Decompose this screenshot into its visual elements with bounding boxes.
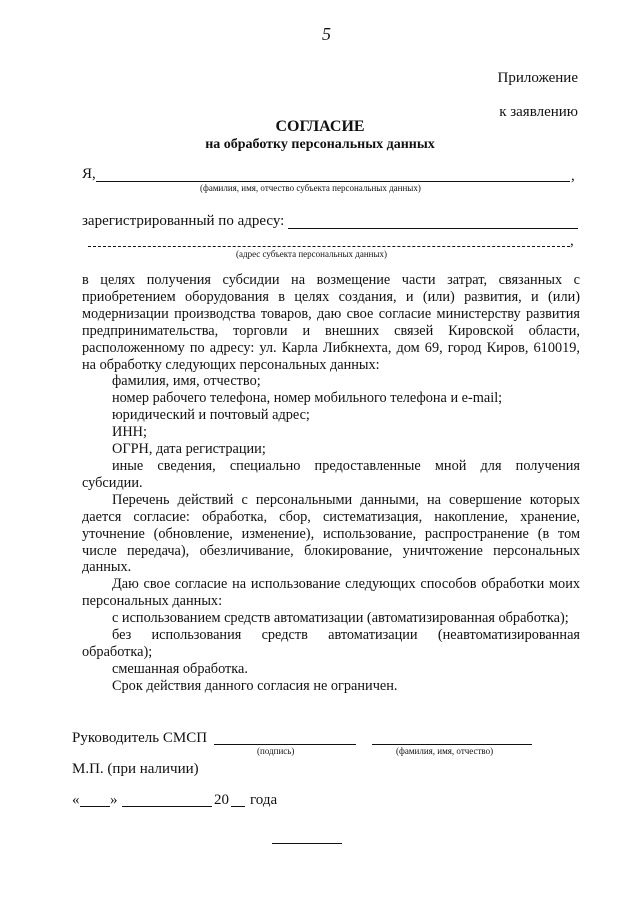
data-item: ИНН; (112, 424, 147, 441)
appendix-reference: к заявлению (499, 104, 578, 120)
actions-paragraph: Перечень действий с персональными данными, на совершение которых дается согласие: обработка, сбор, систематизация, накопление, хранение, уточнение (обновление, изменение), использование, распространение (в том числе передача), обезличивание, блокирование, уничтожение персональных данных. (82, 491, 580, 576)
document-subtitle: на обработку персональных данных (205, 137, 435, 152)
date-close-quote: » (110, 792, 118, 808)
date-month-line[interactable] (122, 806, 212, 807)
signature-caption: (подпись) (257, 746, 295, 756)
date-open-quote: « (72, 792, 80, 808)
date-day-line[interactable] (80, 806, 110, 807)
appendix-label: Приложение (497, 70, 578, 86)
term-statement: Срок действия данного согласия не ограничен. (112, 677, 398, 694)
address-line-2[interactable] (88, 246, 570, 247)
subject-suffix: , (571, 168, 575, 184)
address-caption: (адрес субъекта персональных данных) (236, 249, 387, 259)
date-year-suffix: года (250, 792, 278, 808)
document-title: СОГЛАСИЕ (275, 118, 365, 135)
address-line-1[interactable] (288, 228, 578, 229)
data-item: ОГРН, дата регистрации; (112, 441, 266, 458)
date-year-prefix: 20 (214, 792, 229, 808)
method-item: без использования средств автоматизации (неавтоматизированная обработка); (82, 627, 580, 660)
signatory-name-line[interactable] (372, 744, 532, 745)
date-year-line[interactable] (231, 806, 245, 807)
address-label: зарегистрированный по адресу: (82, 213, 285, 229)
signature-label: Руководитель СМСП (72, 730, 208, 746)
data-item: номер рабочего телефона, номер мобильного телефона и e-mail; (112, 390, 503, 407)
footer-divider (272, 843, 342, 844)
subject-prefix: Я, (82, 166, 96, 182)
address-suffix: , (570, 233, 574, 249)
subject-caption: (фамилия, имя, отчество субъекта персональных данных) (200, 183, 421, 193)
stamp-label: М.П. (при наличии) (72, 761, 199, 777)
page-number: 5 (322, 24, 331, 44)
data-item: иные сведения, специально предоставленные мной для получения субсидии. (82, 457, 580, 491)
consent-intro: в целях получения субсидии на возмещение части затрат, связанных с приобретением оборудования в целях создания, и (или) развития, и (или) модернизации производства товаров, даю свое согласие министерству развития предпринимательства, торговли и внешних связей Кировской области, расположенному по адресу: ул. Карла Либкнехта, дом 69, город Киров, 610019, на обработку следующих персональных данных: (82, 272, 580, 373)
method-item: с использованием средств автоматизации (автоматизированная обработка); (112, 610, 569, 627)
methods-intro: Даю свое согласие на использование следующих способов обработки моих персональных данных: (82, 576, 580, 610)
signature-line[interactable] (214, 744, 356, 745)
signatory-name-caption: (фамилия, имя, отчество) (396, 746, 494, 756)
data-item: фамилия, имя, отчество; (112, 373, 261, 390)
data-item: юридический и почтовый адрес; (112, 407, 310, 424)
method-item: смешанная обработка. (112, 660, 248, 677)
subject-name-line[interactable] (96, 181, 570, 182)
consent-body (82, 272, 580, 695)
